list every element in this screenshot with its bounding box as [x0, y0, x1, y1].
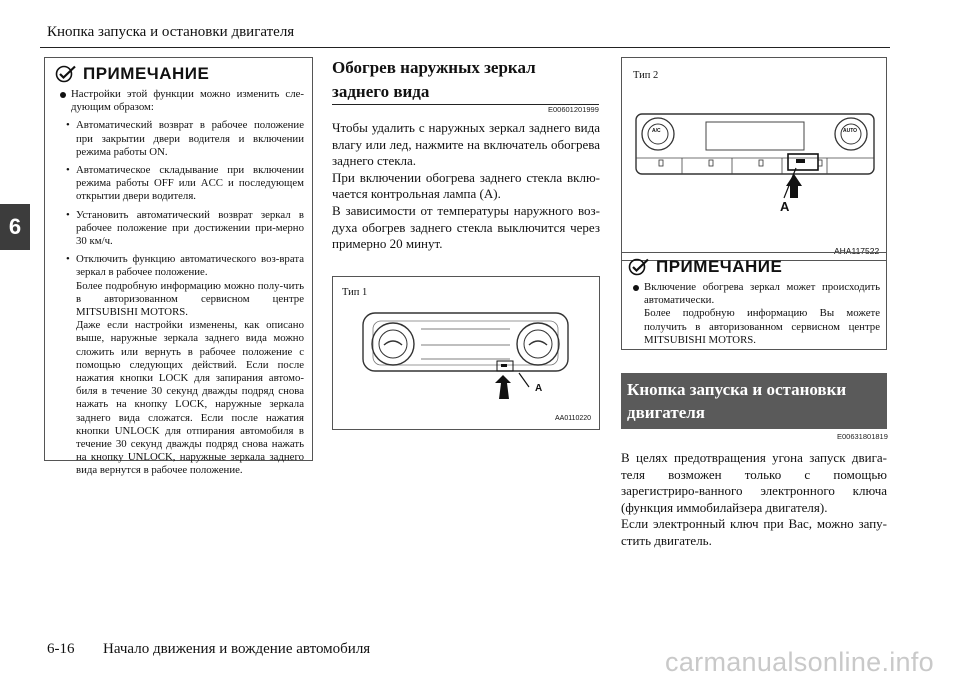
- section-heading-line: заднего вида: [332, 82, 430, 101]
- chapter-tab: 6: [0, 204, 30, 250]
- header-rule: [40, 47, 890, 48]
- footer-section-title: Начало движения и вождение автомобиля: [103, 641, 371, 657]
- note-box-left: [44, 57, 313, 477]
- section-heading-line: Обогрев наружных зеркал: [332, 58, 536, 77]
- watermark: carmanualsonline.info: [665, 647, 934, 677]
- note-heading-text: ПРИМЕЧАНИЕ: [656, 257, 783, 276]
- note-sub-item: [60, 253, 304, 477]
- note-sub-item: [60, 164, 304, 204]
- sub-dot: •: [66, 208, 70, 221]
- section-paragraph: Чтобы удалить с наружных зеркал заднего вида влагу или лед, нажмите на включатель обогрева заднего стекла. При включении обогрева заднего стекла вклю-чается контрольная лампа (A). В зависимости от температуры наружного воз-духа обогрев заднего стекла выключится через примерно 20 минут.: [332, 120, 600, 252]
- sub-item-text: Установить автоматический возврат зеркал в рабочее положение при достижении при-мерно 30 км/ч.: [76, 208, 304, 248]
- sub-dot: •: [66, 253, 70, 266]
- note-box-right: [621, 252, 887, 350]
- bullet-dot-icon: [60, 92, 66, 98]
- figure-type-1: [332, 276, 600, 430]
- page-number: 6-16: [47, 641, 75, 657]
- section-code: E00631801819: [837, 432, 888, 441]
- knob-label-auto: AUTO: [843, 128, 858, 134]
- climate-panel-illustration: [333, 277, 601, 431]
- sub-dot: •: [66, 119, 70, 132]
- note-body: [60, 88, 304, 478]
- section-heading-mirror: [332, 56, 599, 104]
- figure-label: Тип 1: [342, 287, 368, 298]
- bullet-dot-icon: [633, 285, 639, 291]
- figure-code: AA0110220: [555, 415, 592, 422]
- check-note-icon: [55, 65, 77, 83]
- sub-item-text: Автоматическое складывание при включении режима работы OFF или ACC и последующем открытии двери водителя.: [76, 164, 304, 203]
- figure-type-2: [621, 57, 887, 261]
- section-heading-start-stop: [621, 373, 887, 429]
- sub-item-text: Отключить функцию автоматического воз-врата зеркал в рабочее положение.: [76, 253, 304, 279]
- figure-marker-a: A: [535, 383, 543, 394]
- note-heading: [628, 257, 782, 277]
- sub-item-text: Даже если настройки изменены, как описано выше, наружные зеркала заднего вида можно сложить или вернуть в рабочее положение с помощью следующих действий. Если после нажатия кнопки LOCK для запирания автомо-биля в течение 30 секунд дважды подряд снова нажать на кнопку LOCK, наружные зеркала заднего вида сложатся. Если после нажатия кнопки UNLOCK для отпирания автомобиля в течение 30 секунд дважды подряд снова нажать на кнопку UNLOCK, наружные зеркала заднего вида вернутся в рабочее положение.: [76, 319, 304, 477]
- knob-label-ac: A/C: [652, 128, 661, 134]
- figure-label: Тип 2: [633, 70, 659, 81]
- note-sub-item: [60, 119, 304, 159]
- note-bullet: [633, 281, 880, 347]
- page-header-title: Кнопка запуска и остановки двигателя: [47, 24, 295, 40]
- sub-item-text: Более подробную информацию можно полу-чить в авторизованном сервисном центре MITSUBISHI MOTORS.: [76, 279, 304, 319]
- figure-marker-a: A: [780, 199, 790, 214]
- section-heading-line: двигателя: [627, 403, 705, 422]
- note-text: Включение обогрева зеркал может происходить автоматически. Более подробную информацию Вы можете получить в авторизованном сервисном центре MITSUBISHI MOTORS.: [644, 281, 880, 346]
- climate-panel-illustration: [622, 58, 888, 262]
- note-heading-text: ПРИМЕЧАНИЕ: [83, 64, 210, 83]
- note-intro: Настройки этой функции можно изменить сле-дующим образом:: [71, 88, 304, 114]
- section-code: E00601201999: [548, 105, 599, 114]
- section-paragraph: В целях предотвращения угона запуск двига-теля возможен только с помощью зарегистриро-ванного электронного ключа (функция иммобилайзера двигателя). Если электронный ключ при Вас, можно запу-стить двигатель.: [621, 450, 887, 548]
- note-heading: [55, 64, 209, 84]
- note-bullet: [60, 88, 304, 114]
- sub-dot: •: [66, 164, 70, 177]
- section-heading-line: Кнопка запуска и остановки: [627, 380, 847, 399]
- note-sub-item: [60, 209, 304, 249]
- figure-code: AHA117522: [834, 246, 880, 256]
- check-note-icon: [628, 258, 650, 276]
- sub-item-text: Автоматический возврат в рабочее положение при закрытии двери водителя и включении режима работы ON.: [76, 119, 304, 158]
